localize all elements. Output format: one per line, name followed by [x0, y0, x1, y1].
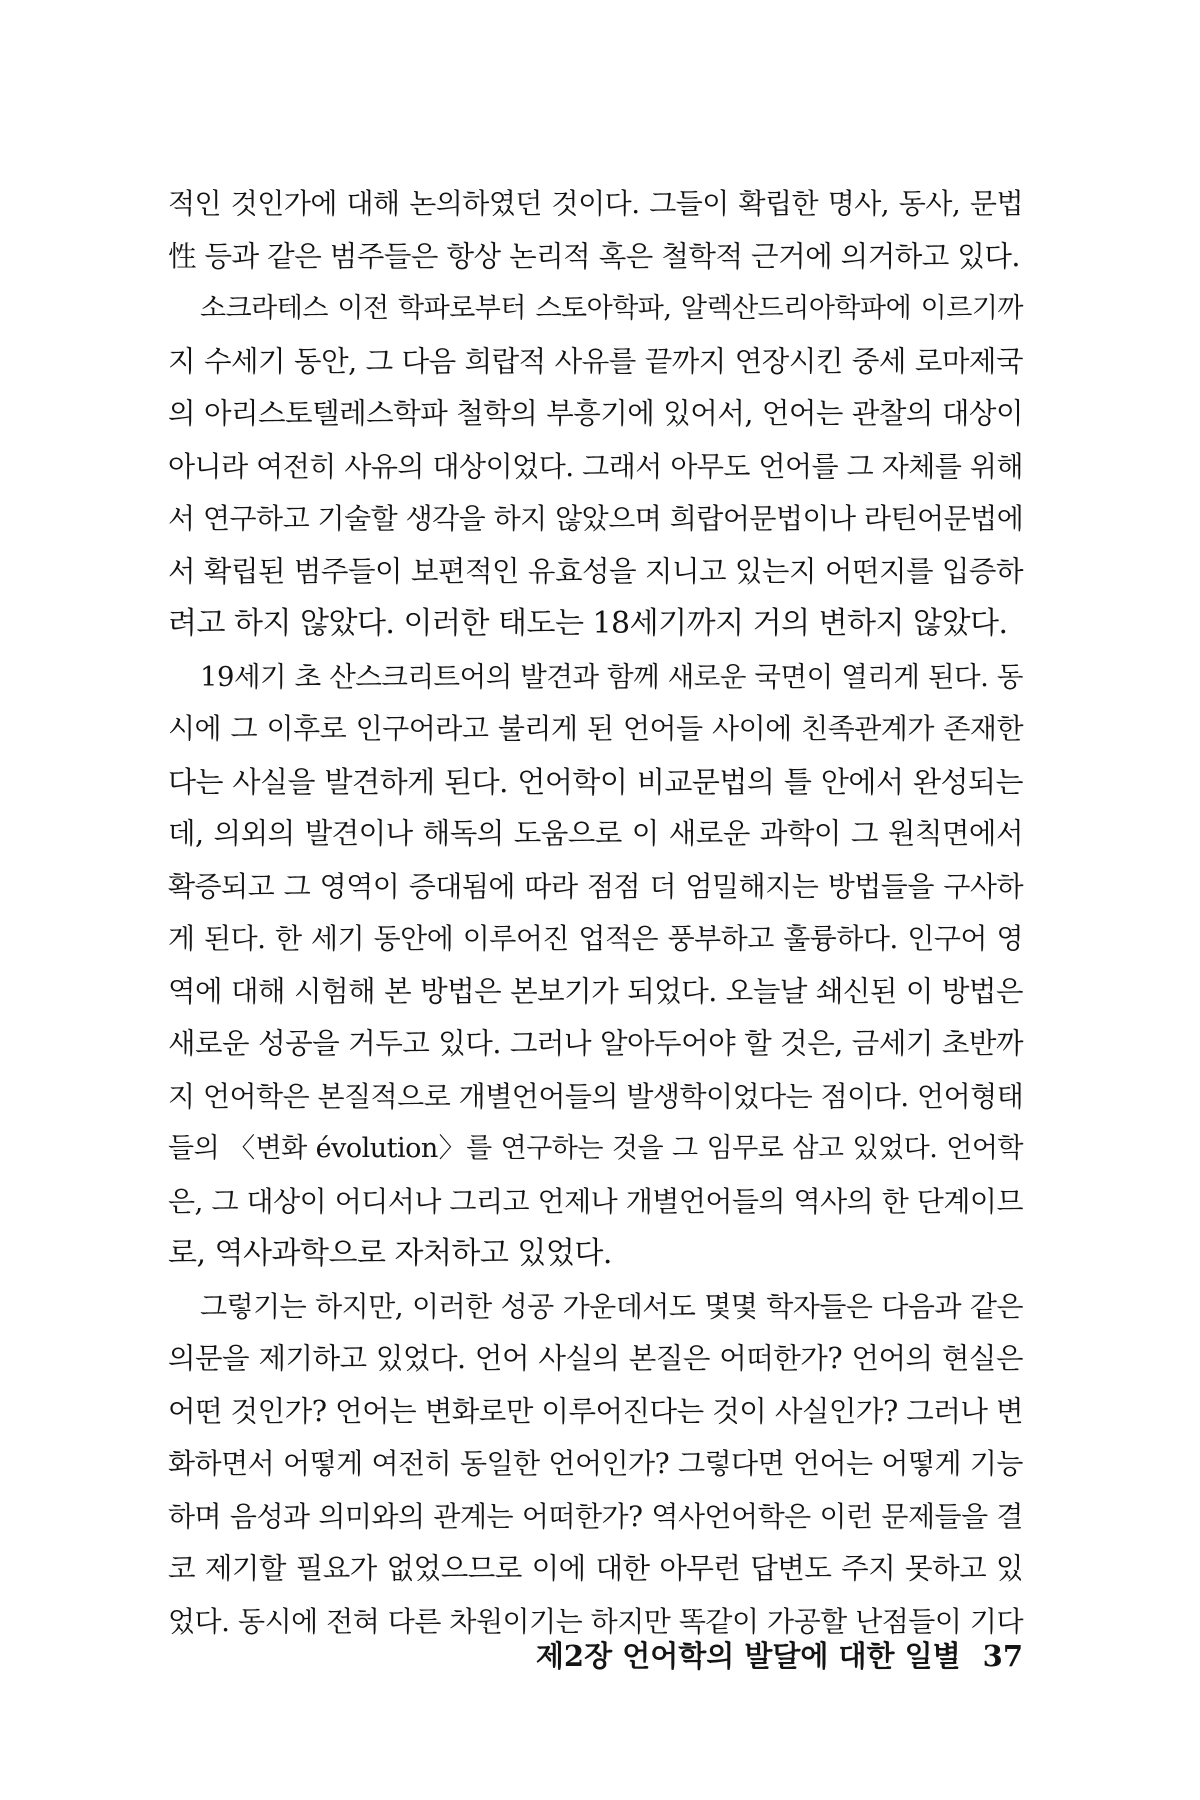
text-line: 들의 〈변화 évolution〉를 연구하는 것을 그 임무로 삼고 있었다. 언어학	[168, 1133, 1023, 1164]
text-line: 시에 그 이후로 인구어라고 불리게 된 언어들 사이에 친족관계가 존재한	[168, 712, 1023, 745]
text-line: 의 아리스토텔레스학파 철학의 부흥기에 있어서, 언어는 관찰의 대상이	[168, 397, 1023, 430]
text-line: 지 수세기 동안, 그 다음 희랍적 사유를 끝까지 연장시킨 중세 로마제국	[168, 344, 1023, 378]
text-line: 코 제기할 필요가 없었으므로 이에 대한 아무런 답변도 주지 못하고 있	[168, 1552, 1023, 1585]
body-text	[168, 178, 1023, 1648]
text-line: 확증되고 그 영역이 증대됨에 따라 점점 더 엄밀해지는 방법들을 구사하	[168, 869, 1023, 903]
text-line: 어떤 것인가? 언어는 변화로만 이루어진다는 것이 사실인가? 그러나 변	[168, 1394, 1023, 1428]
text-line: 화하면서 어떻게 여전히 동일한 언어인가? 그렇다면 언어는 어떻게 기능	[168, 1447, 1023, 1480]
text-line: 었다. 동시에 전혀 다른 차원이기는 하지만 똑같이 가공할 난점들이 기다	[168, 1604, 1023, 1638]
text-line: 려고 하지 않았다. 이러한 태도는 18세기까지 거의 변하지 않았다.	[168, 606, 1008, 641]
text-line: 새로운 성공을 거두고 있다. 그러나 알아두어야 할 것은, 금세기 초반까	[168, 1027, 1023, 1060]
text-line: 의문을 제기하고 있었다. 언어 사실의 본질은 어떠한가? 언어의 현실은	[168, 1342, 1023, 1375]
text-line: 데, 의외의 발견이나 해독의 도움으로 이 새로운 과학이 그 원칙면에서	[168, 817, 1023, 850]
text-line: 지 언어학은 본질적으로 개별언어들의 발생학이었다는 점이다. 언어형태	[168, 1079, 1024, 1113]
text-line: 로, 역사과학으로 자처하고 있었다.	[168, 1236, 612, 1271]
text-line: 서 연구하고 기술할 생각을 하지 않았으며 희랍어문법이나 라틴어문법에	[168, 502, 1024, 535]
text-line: 하며 음성과 의미와의 관계는 어떠한가? 역사언어학은 이런 문제들을 결	[168, 1499, 1023, 1533]
text-line: 서 확립된 범주들이 보편적인 유효성을 지니고 있는지 어떤지를 입증하	[168, 554, 1023, 588]
text-line: 아니라 여전히 사유의 대상이었다. 그래서 아무도 언어를 그 자체를 위해	[168, 449, 1023, 483]
running-footer	[536, 1636, 1023, 1676]
chapter-title: 제2장 언어학의 발달에 대한 일별	[535, 1639, 961, 1673]
text-line: 게 된다. 한 세기 동안에 이루어진 업적은 풍부하고 훌륭하다. 인구어 영	[168, 922, 1023, 955]
text-line: 19세기 초 산스크리트어의 발견과 함께 새로운 국면이 열리게 된다. 동	[200, 660, 1023, 693]
text-line: 性 등과 같은 범주들은 항상 논리적 혹은 철학적 근거에 의거하고 있다.	[168, 239, 1020, 273]
text-line: 소크라테스 이전 학파로부터 스토아학파, 알렉산드리아학파에 이르기까	[200, 293, 1023, 324]
text-line: 그렇기는 하지만, 이러한 성공 가운데서도 몇몇 학자들은 다음과 같은	[200, 1289, 1023, 1323]
text-line: 적인 것인가에 대해 논의하였던 것이다. 그들이 확립한 명사, 동사, 문법	[168, 187, 1023, 220]
text-line: 은, 그 대상이 어디서나 그리고 언제나 개별언어들의 역사의 한 단계이므	[168, 1184, 1023, 1218]
text-line: 역에 대해 시험해 본 방법은 본보기가 되었다. 오늘날 쇄신된 이 방법은	[168, 974, 1023, 1008]
page-number: 37	[982, 1639, 1023, 1673]
text-line: 다는 사실을 발견하게 된다. 언어학이 비교문법의 틀 안에서 완성되는	[168, 764, 1023, 799]
